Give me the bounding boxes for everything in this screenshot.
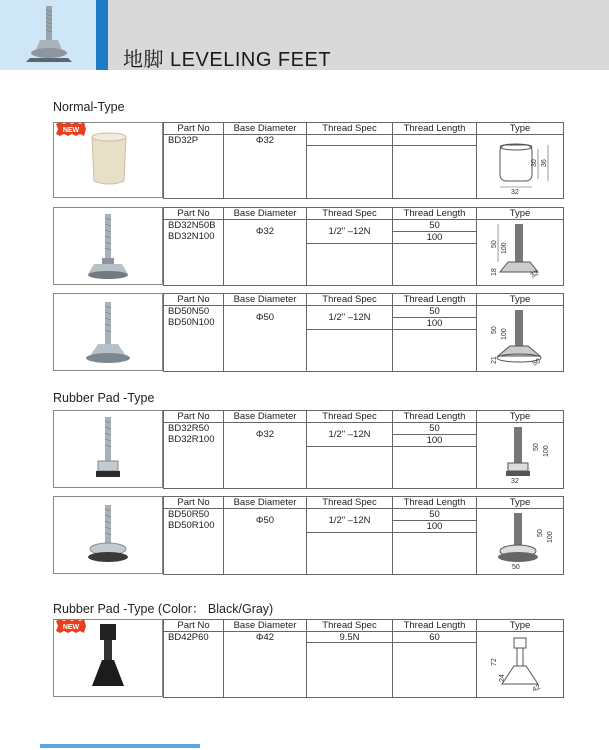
col-part-no: Part No [164, 123, 224, 135]
col-type: Type [477, 411, 564, 423]
col-thread-length: Thread Length [393, 497, 477, 509]
spec-table [163, 619, 564, 698]
base-diameter: Φ50 [255, 515, 275, 526]
dim-label: 24 [498, 674, 506, 682]
dim-label: 42 [531, 683, 542, 694]
part-no: BD32N50B [168, 220, 216, 231]
cap-dimension-drawing [478, 135, 563, 195]
product-block-bd50n [53, 293, 563, 371]
col-part-no: Part No [164, 294, 224, 306]
spec-table [163, 410, 564, 489]
part-no-cell [164, 135, 224, 199]
thread-spec [307, 135, 392, 146]
base-diameter: Φ42 [255, 632, 275, 643]
thread-spec-cell [307, 135, 393, 199]
base-diameter: Φ32 [255, 135, 275, 146]
col-thread-spec: Thread Spec [307, 411, 393, 423]
thread-spec-cell [307, 220, 393, 286]
type-drawing-cell [477, 509, 564, 575]
product-block-bd42p [53, 619, 563, 697]
footer-accent-bar [40, 744, 200, 748]
leveling-foot-icon [0, 0, 96, 70]
col-part-no: Part No [164, 411, 224, 423]
dim-label: 18 [490, 268, 498, 276]
part-no: BD32P [168, 135, 199, 146]
thread-length-cell [393, 135, 477, 199]
col-thread-spec: Thread Spec [307, 123, 393, 135]
product-block-bd50r [53, 496, 563, 574]
col-base-diameter: Base Diameter [224, 620, 307, 632]
col-base-diameter: Base Diameter [224, 411, 307, 423]
type-drawing-cell [477, 220, 564, 286]
part-no: BD32N100 [168, 231, 215, 242]
header-accent-bar [96, 0, 108, 70]
part-no-cell [164, 306, 224, 372]
base-diameter: Φ32 [255, 429, 275, 440]
dim-label: 100 [546, 531, 554, 543]
product-photo [53, 122, 163, 198]
col-thread-length: Thread Length [393, 123, 477, 135]
col-type: Type [477, 497, 564, 509]
part-no-cell [164, 220, 224, 286]
section-title-normal: Normal-Type [53, 100, 125, 114]
thread-spec-cell [307, 306, 393, 372]
col-part-no: Part No [164, 208, 224, 220]
header-product-thumbnail [0, 0, 96, 70]
base-diameter-cell [224, 509, 307, 575]
thread-length: 60 [393, 632, 476, 643]
part-no: BD50N50 [168, 306, 210, 317]
leveling-foot-icon [54, 208, 162, 284]
dim-label: 100 [500, 328, 508, 340]
thread-length-cell [393, 220, 477, 286]
dim-label: 32 [529, 269, 540, 280]
page-title: 地脚 LEVELING FEET [123, 49, 332, 71]
product-photo [53, 293, 163, 371]
part-no: BD32R100 [168, 434, 215, 445]
new-badge-label: NEW [62, 624, 80, 631]
product-photo [53, 207, 163, 285]
product-photo [53, 410, 163, 488]
spec-table [163, 293, 564, 372]
col-thread-length: Thread Length [393, 411, 477, 423]
col-thread-spec: Thread Spec [307, 497, 393, 509]
part-no: BD32R50 [168, 423, 210, 434]
base-diameter-cell [224, 306, 307, 372]
spec-table [163, 207, 564, 286]
part-no: BD50N100 [168, 317, 215, 328]
leveling-foot-icon [54, 294, 162, 370]
thread-spec: 1/2" –12N [307, 306, 392, 330]
thread-spec-cell [307, 509, 393, 575]
col-thread-length: Thread Length [393, 620, 477, 632]
thread-length-cell [393, 306, 477, 372]
col-type: Type [477, 294, 564, 306]
base-diameter: Φ32 [255, 226, 275, 237]
product-block-bd32r [53, 410, 563, 488]
thread-length: 50 [393, 509, 476, 521]
dim-label: 50 [511, 564, 520, 571]
product-photo [53, 619, 163, 697]
thread-spec-cell [307, 632, 393, 698]
col-thread-spec: Thread Spec [307, 294, 393, 306]
spec-table [163, 122, 564, 199]
dim-label: 100 [542, 445, 550, 457]
product-block-bd32n [53, 207, 563, 285]
type-drawing-cell [477, 306, 564, 372]
thread-spec: 9.5N [307, 632, 392, 643]
thread-length: 100 [393, 232, 476, 244]
part-no: BD50R50 [168, 509, 210, 520]
thread-length-cell [393, 423, 477, 489]
thread-spec: 1/2" –12N [307, 220, 392, 244]
thread-spec: 1/2" –12N [307, 423, 392, 447]
rubber-pad-dimension-drawing [478, 509, 563, 571]
col-base-diameter: Base Diameter [224, 123, 307, 135]
type-drawing-cell [477, 632, 564, 698]
base-diameter: Φ50 [255, 312, 275, 323]
dim-label: 100 [500, 242, 508, 254]
dim-label: 50 [490, 240, 498, 248]
thread-length: 100 [393, 435, 476, 447]
dim-label: 21 [490, 356, 498, 364]
thread-length: 50 [393, 306, 476, 318]
col-thread-length: Thread Length [393, 294, 477, 306]
col-base-diameter: Base Diameter [224, 294, 307, 306]
thread-length: 100 [393, 318, 476, 330]
col-thread-spec: Thread Spec [307, 208, 393, 220]
col-type: Type [477, 620, 564, 632]
new-badge [56, 619, 86, 633]
part-no: BD42P60 [168, 632, 209, 643]
type-drawing-cell [477, 135, 564, 199]
part-no-cell [164, 632, 224, 698]
section-title-rubber-pad-color: Rubber Pad -Type (Color： Black/Gray) [53, 602, 274, 616]
rubber-pad-foot-icon [54, 411, 162, 487]
col-base-diameter: Base Diameter [224, 208, 307, 220]
header-banner [0, 0, 609, 70]
section-title-rubber-pad: Rubber Pad -Type [53, 391, 155, 405]
thread-length: 100 [393, 521, 476, 533]
rubber-pad-dimension-drawing [478, 423, 563, 485]
thread-spec-cell [307, 423, 393, 489]
base-diameter-cell [224, 220, 307, 286]
dim-label: 50 [531, 357, 542, 368]
new-badge-label: NEW [62, 127, 80, 134]
col-thread-length: Thread Length [393, 208, 477, 220]
part-no-cell [164, 509, 224, 575]
product-block-bd32p [53, 122, 563, 198]
part-no: BD50R100 [168, 520, 215, 531]
rubber-pad-foot-icon [54, 497, 162, 573]
thread-spec: 1/2" –12N [307, 509, 392, 533]
dim-label: 50 [490, 326, 498, 334]
thread-length: 50 [393, 220, 476, 232]
dim-label: 50 [532, 443, 540, 451]
base-diameter-cell [224, 135, 307, 199]
col-part-no: Part No [164, 620, 224, 632]
thread-length-cell [393, 632, 477, 698]
thread-length-cell [393, 509, 477, 575]
dim-label: 32 [510, 189, 519, 195]
new-badge [56, 122, 86, 136]
black-foot-dimension-drawing [478, 632, 563, 694]
part-no-cell [164, 423, 224, 489]
col-type: Type [477, 208, 564, 220]
col-base-diameter: Base Diameter [224, 497, 307, 509]
foot-dimension-drawing [478, 220, 563, 282]
col-part-no: Part No [164, 497, 224, 509]
dim-label: 30 [530, 159, 538, 167]
type-drawing-cell [477, 423, 564, 489]
dim-label: 72 [490, 658, 498, 666]
thread-length: 50 [393, 423, 476, 435]
dim-label: 36 [540, 159, 548, 167]
thread-length-blank [393, 135, 476, 146]
base-diameter-cell [224, 632, 307, 698]
dim-label: 32 [510, 478, 519, 485]
dim-label: 50 [536, 529, 544, 537]
spec-table [163, 496, 564, 575]
base-diameter-cell [224, 423, 307, 489]
foot-dimension-drawing [478, 306, 563, 368]
col-type: Type [477, 123, 564, 135]
product-photo [53, 496, 163, 574]
col-thread-spec: Thread Spec [307, 620, 393, 632]
